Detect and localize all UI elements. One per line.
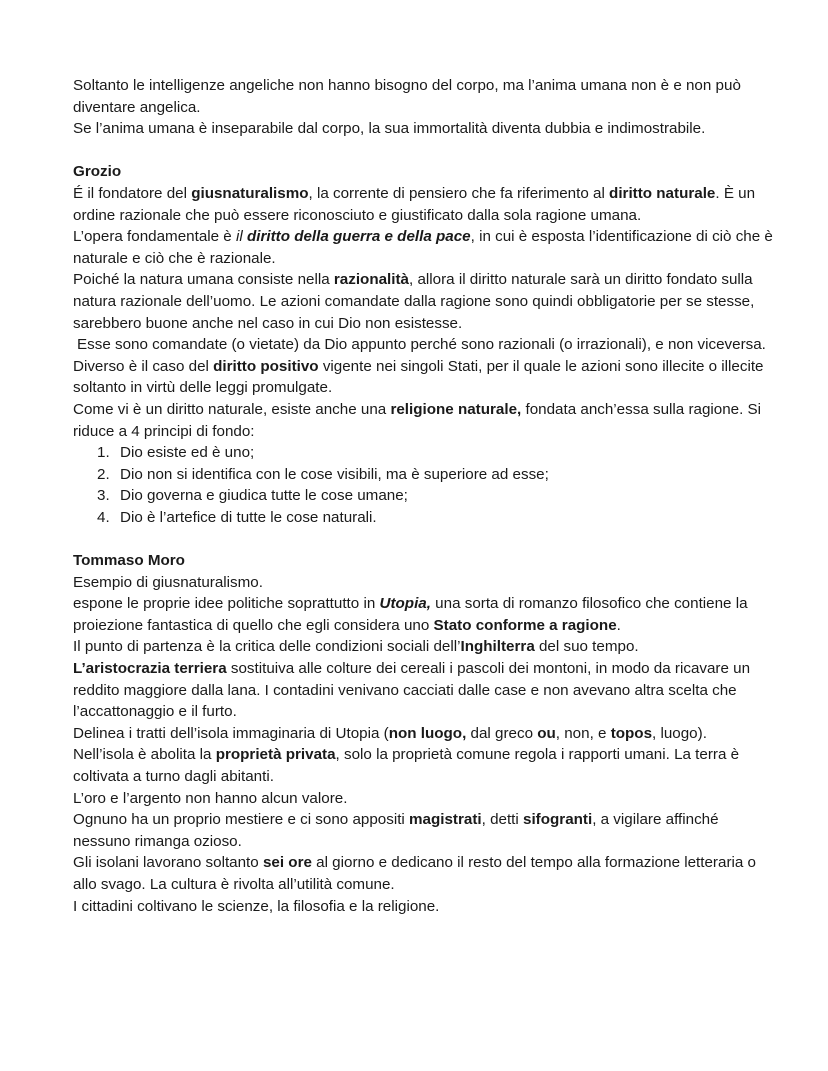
moro-paragraph-8: Ognuno ha un proprio mestiere e ci sono appositi magistrati, detti sifogranti, a vigilare affinché nessuno rimanga ozioso. <box>73 811 719 850</box>
list-item: 4. Dio è l’artefice di tutte le cose naturali. <box>97 508 377 526</box>
document-page <box>73 75 773 917</box>
grozio-paragraph-6: Come vi è un diritto naturale, esiste anche una religione naturale, fondata anch’essa sulla ragione. Si riduce a 4 principi di fondo: <box>73 400 762 440</box>
principles-list <box>73 442 773 528</box>
moro-paragraph-9: Gli isolani lavorano soltanto sei ore al giorno e dedicano il resto del tempo alla formazione letteraria o allo svago. La cultura è rivolta all’utilità comune. <box>73 854 756 893</box>
grozio-paragraph-3: Poiché la natura umana consiste nella razionalità, allora il diritto naturale sarà un diritto fondato sulla natura razionale dell’uomo. Le azioni comandate dalla ragione sono quindi obbligatorie per se stesse, sarebbero buone anche nel caso in cui Dio non esistesse. <box>73 271 755 332</box>
moro-paragraph-1: Esempio di giusnaturalismo. <box>73 573 263 591</box>
moro-paragraph-4: L’aristocrazia terriera sostituiva alle colture dei cereali i pascoli dei montoni, in modo da ricavare un reddito maggiore dalla lana. I contadini venivano cacciati dalle case e non avevano altra scelta che l’accattonaggio e il furto. <box>73 660 751 721</box>
section-heading-tommaso-moro: Tommaso Moro <box>73 552 185 570</box>
list-item: 1. Dio esiste ed è uno; <box>97 444 255 462</box>
intro-paragraph-1: Soltanto le intelligenze angeliche non hanno bisogno del corpo, ma l’anima umana non è e non può diventare angelica. <box>73 77 741 116</box>
grozio-paragraph-2: L’opera fondamentale è il diritto della guerra e della pace, in cui è esposta l’identificazione di ciò che è naturale e ciò che è razionale. <box>73 228 773 267</box>
list-item: 3. Dio governa e giudica tutte le cose umane; <box>97 487 408 505</box>
section-heading-grozio: Grozio <box>73 163 122 181</box>
moro-paragraph-5: Delinea i tratti dell’isola immaginaria di Utopia (non luogo, dal greco ou, non, e topos, luogo). <box>73 724 707 742</box>
moro-paragraph-10: I cittadini coltivano le scienze, la filosofia e la religione. <box>73 897 440 915</box>
grozio-paragraph-5: Diverso è il caso del diritto positivo vigente nei singoli Stati, per il quale le azioni sono illecite o illecite soltanto in virtù delle leggi promulgate. <box>73 357 764 397</box>
moro-paragraph-2: espone le proprie idee politiche soprattutto in Utopia, una sorta di romanzo filosofico che contiene la proiezione fantastica di quello che egli considera uno Stato conforme a ragione. <box>73 595 748 634</box>
list-item: 2. Dio non si identifica con le cose visibili, ma è superiore ad esse; <box>97 465 549 483</box>
intro-paragraph-2: Se l’anima umana è inseparabile dal corpo, la sua immortalità diventa dubbia e indimostrabile. <box>73 120 706 138</box>
moro-paragraph-6: Nell’isola è abolita la proprietà privata, solo la proprietà comune regola i rapporti umani. La terra è coltivata a turno dagli abitanti. <box>73 746 740 785</box>
moro-paragraph-7: L’oro e l’argento non hanno alcun valore. <box>73 789 348 807</box>
moro-paragraph-3: Il punto di partenza è la critica delle condizioni sociali dell’Inghilterra del suo tempo. <box>73 638 639 656</box>
grozio-paragraph-1: É il fondatore del giusnaturalismo, la corrente di pensiero che fa riferimento al diritto naturale. È un ordine razionale che può essere riconosciuto e giustificato dalla sola ragione umana. <box>73 184 756 224</box>
grozio-paragraph-4: Esse sono comandate (o vietate) da Dio appunto perché sono razionali (o irrazionali), e non viceversa. <box>77 336 766 354</box>
